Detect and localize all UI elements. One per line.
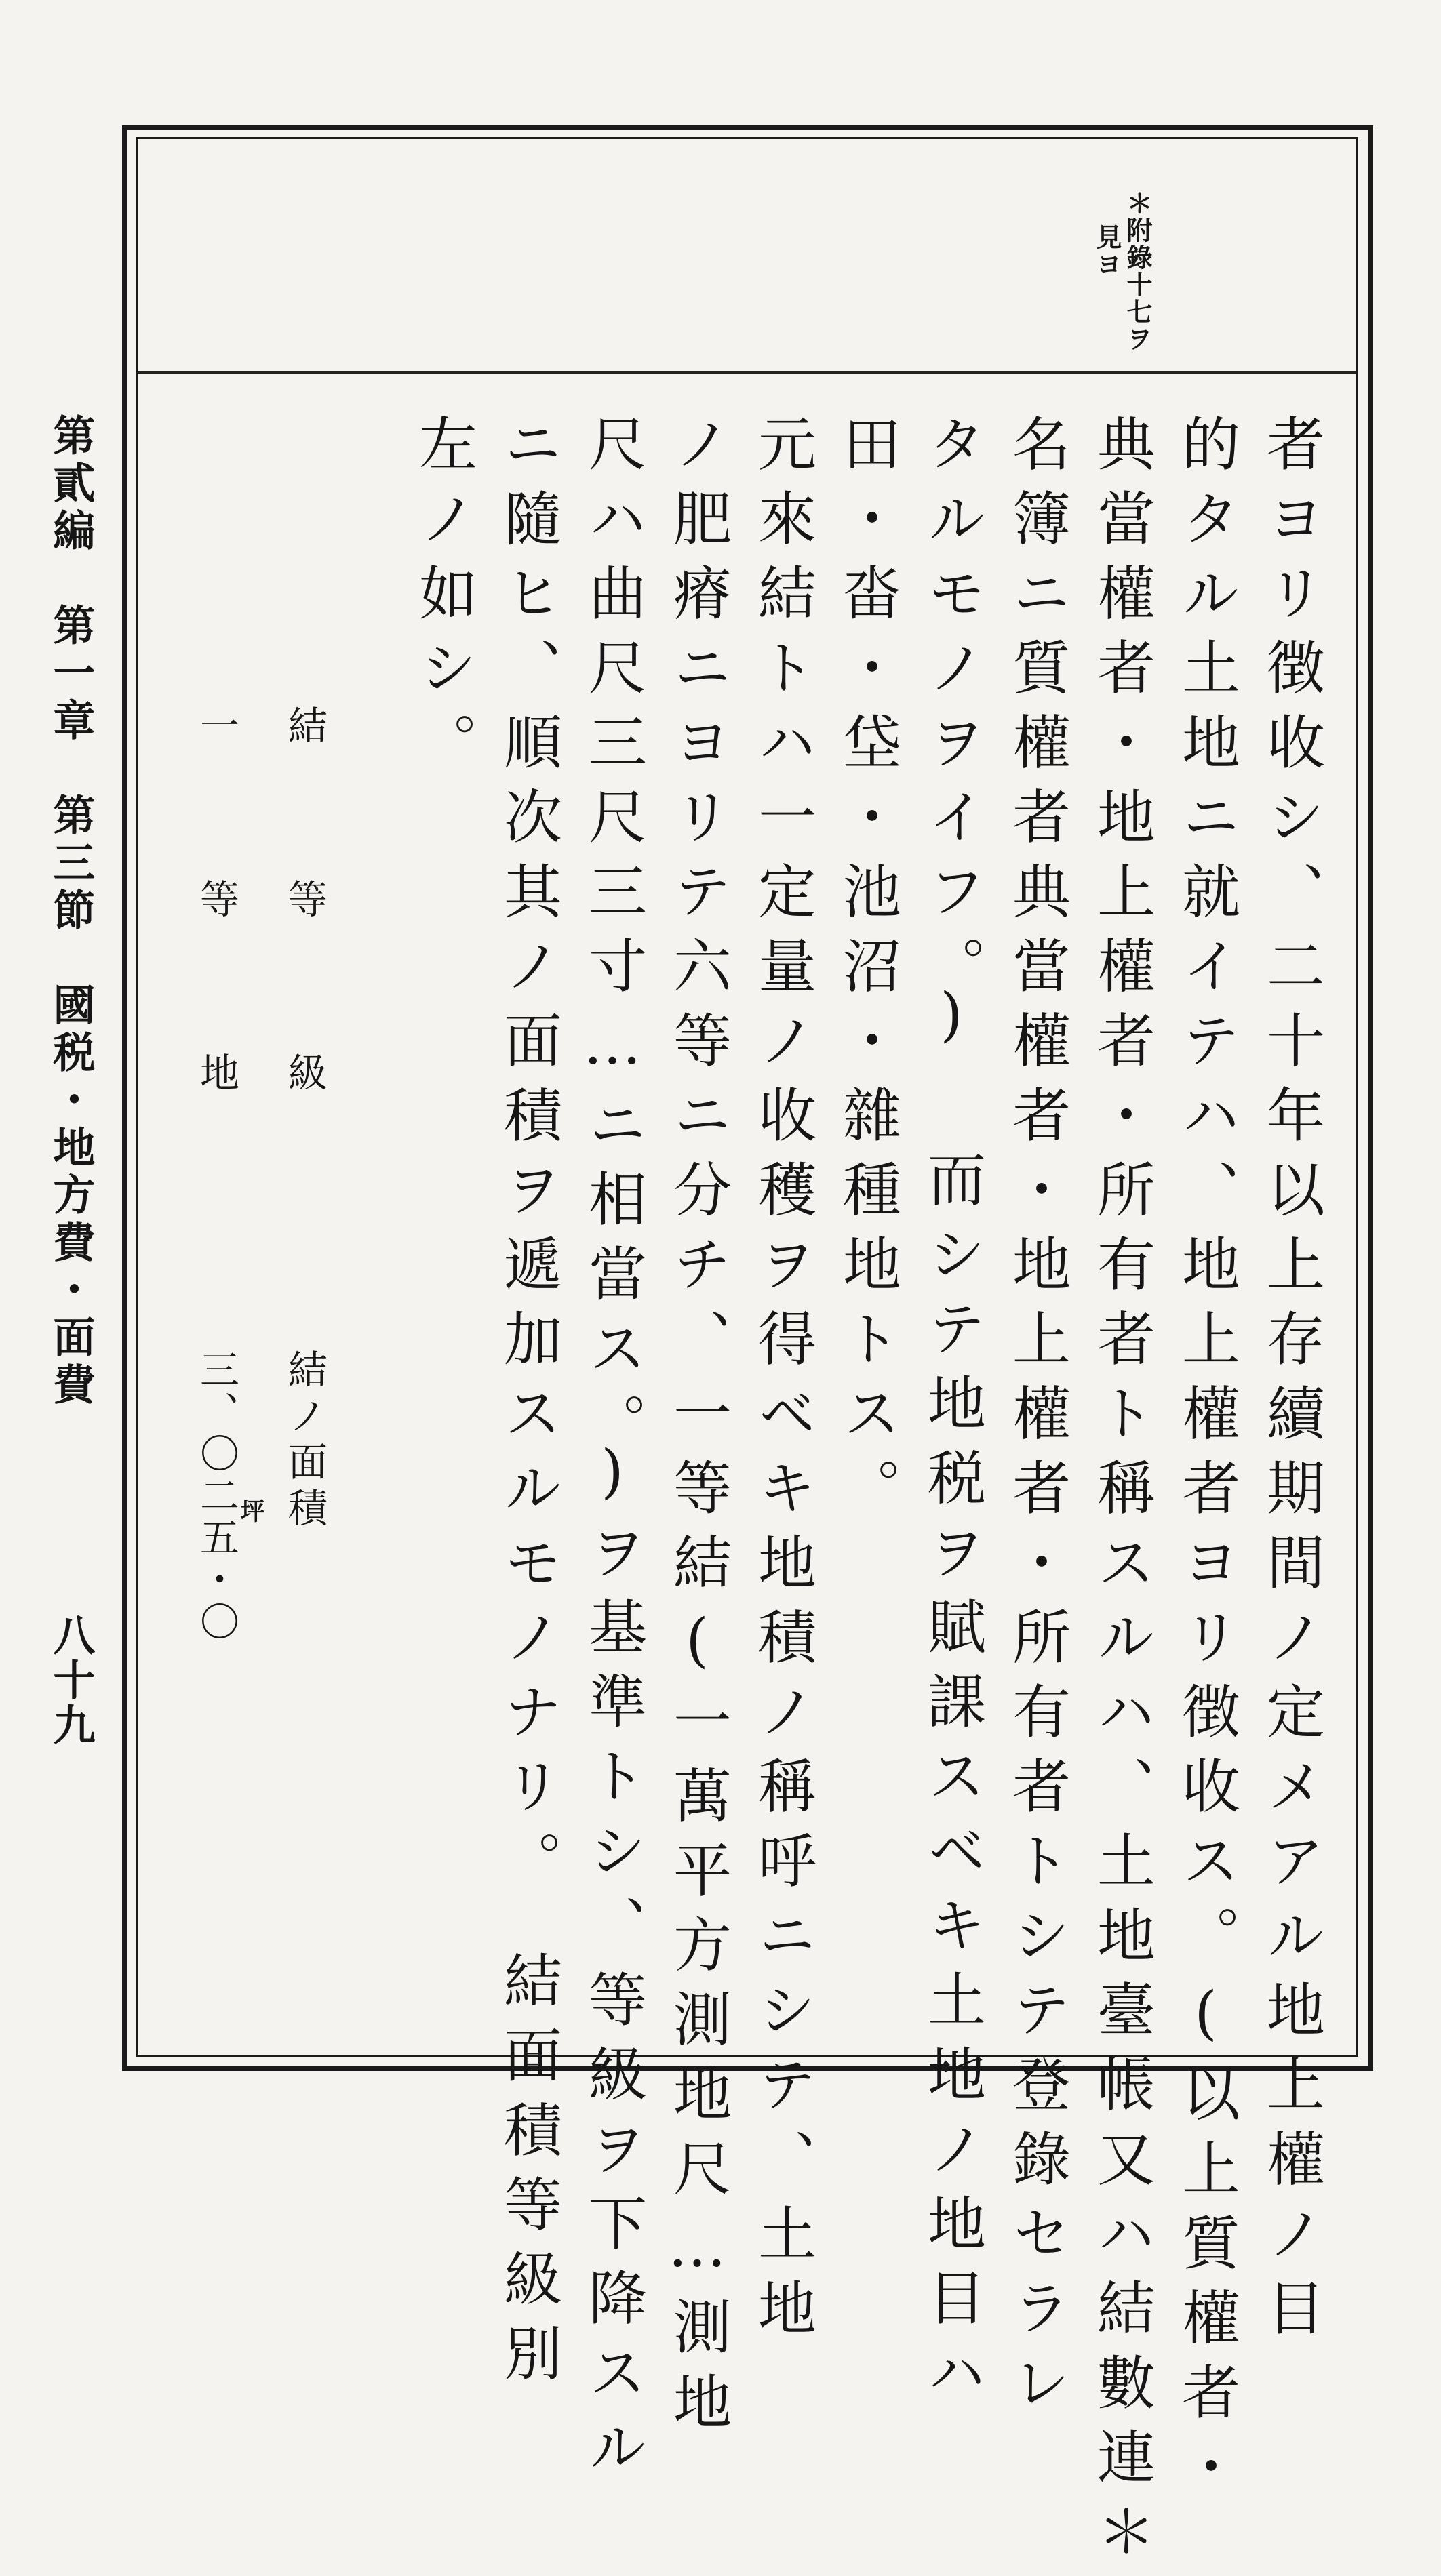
body-column-2: 的タル土地ニ就イテハ、地上權者ヨリ徴收ス。(以上質權者・ [1172, 414, 1240, 2511]
body-column-9: 尺ハ曲尺三尺三寸…ニ相當ス。)ヲ基準トシ、等級ヲ下降スル [578, 414, 646, 2491]
body-column-6: 田・畓・垈・池沼・雜種地トス。 [833, 414, 901, 1532]
body-column-3: 典當權者・地上權者・所有者ト稱スルハ、土地臺帳又ハ結數連＊ [1087, 414, 1155, 2576]
page-number: 八十九 [46, 1613, 96, 1748]
body-column-7: 元來結トハ一定量ノ收穫ヲ得ベキ地積ノ稱呼ニシテ、土地 [748, 414, 816, 2352]
body-column-10: ニ隨ヒ、順次其ノ面積ヲ遞加スルモノナリ。 結面積等級別 [494, 414, 561, 2398]
body-column-5: タルモノヲイフ。) 而シテ地税ヲ賦課スベキ土地ノ地目ハ [917, 414, 985, 2417]
body-column-4: 名簿ニ質權者典當權者・地上權者・所有者トシテ登錄セラレ [1002, 414, 1070, 2427]
margin-note-line-1: ＊附錄十七ヲ [1122, 190, 1153, 353]
table-unit: 坪 [237, 1498, 265, 1523]
table-cell-grade: 一 等 地 [193, 705, 239, 1139]
table-cell-area: 三、〇二五・〇 [193, 1349, 239, 1643]
body-column-1: 者ヨリ徴收シ、二十年以上存續期間ノ定メアル地上權ノ目 [1257, 414, 1324, 2352]
table-header-grade: 結 等 級 [281, 705, 328, 1139]
body-column-11: 左ノ如シ。 [409, 414, 477, 786]
header-rule [138, 371, 1356, 374]
body-column-8: ノ肥瘠ニヨリテ六等ニ分チ、一等結(一萬平方測地尺…測地 [663, 414, 731, 2446]
running-head: 第貳編 第一章 第三節 國税・地方費・面費 [46, 414, 96, 1410]
table-header-area: 結ノ面積 [281, 1349, 328, 1533]
margin-note-line-2: 見ヨ [1092, 224, 1122, 278]
